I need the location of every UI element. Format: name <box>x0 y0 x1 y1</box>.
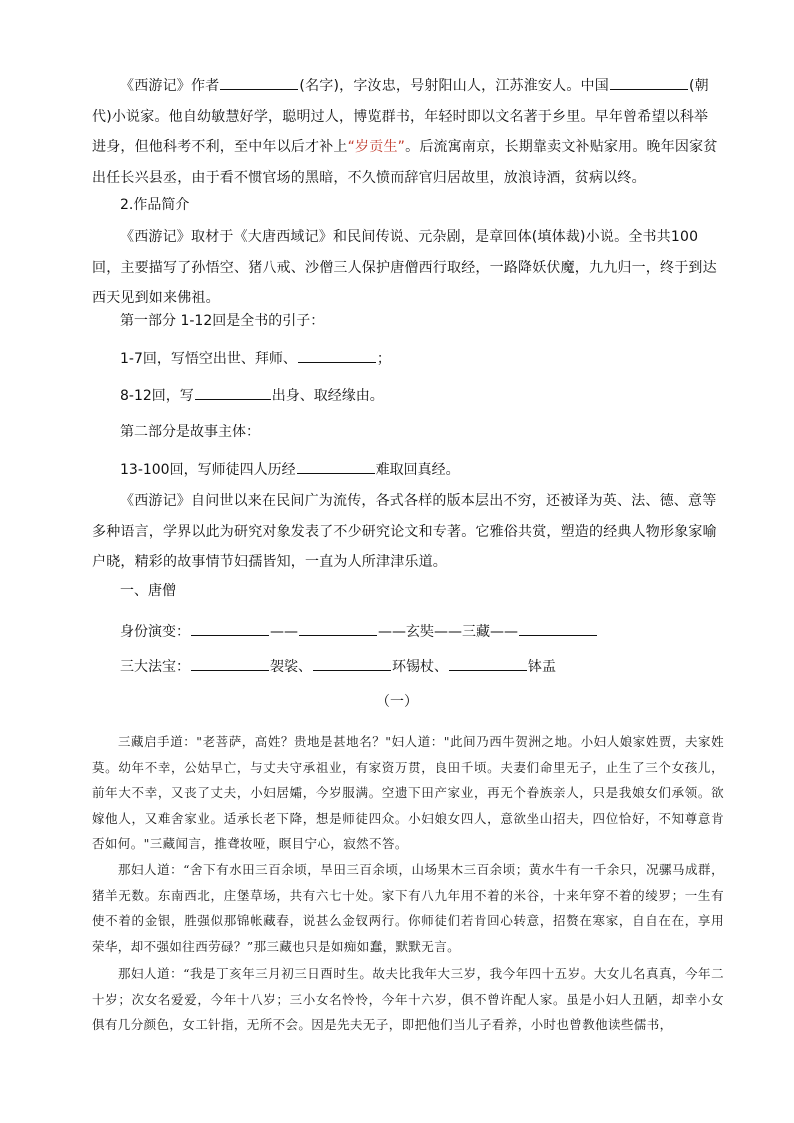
part1-a-blank[interactable] <box>298 348 376 363</box>
part2-title: 第二部分是故事主体： <box>120 424 260 440</box>
treasure-blank-1[interactable] <box>191 656 269 671</box>
author-name-blank[interactable] <box>220 75 298 90</box>
influence-paragraph: 《西游记》自问世以来在民间广为流传，各式各样的版本层出不穷，还被译为英、法、德、意等多种语言，学界以此为研究对象发表了不少研究论文和专著。它雅俗共赏，塑造的经典人物形象家喻户晓，精彩的故事情节妇孺皆知，一直为人所津津乐道。 <box>92 493 717 570</box>
section-tangseng-title: 一、唐僧 <box>120 583 176 599</box>
part2-chapters-13-100: 13-100回，写师徒四人历经 难取回真经。 <box>120 459 460 480</box>
identity-blank-1[interactable] <box>191 621 269 636</box>
summary-paragraph: 《西游记》取材于《大唐西域记》和民间传说、元杂剧，是章回体(填体裁)小说。全书共100回，主要描写了孙悟空、猪八戒、沙僧三人保护唐僧西行取经，一路降妖伏魔，九九归一，终于到达西天见到如来佛祖。 <box>92 229 717 306</box>
part2-a-blank[interactable] <box>297 459 375 474</box>
author-intro-paragraph: 《西游记》作者 (名字)，字汝忠，号射阳山人，江苏淮安人。中国 (朝代)小说家。他自幼敏慧好学，聪明过人，博览群书，年轻时即以文名著于乡里。早年曾希望以科举进身，但他科考不利，至中年以后才补上“岁贡生”。后流寓南京，长期靠卖文补贴家用。晚年因家贫出任长兴县丞，由于看不惯官场的黑暗，不久愤而辞官归居故里，放浪诗酒，贫病以终。 <box>92 71 722 193</box>
excerpt-paragraph-3: 那妇人道：“我是丁亥年三月初三日酉时生。故夫比我年大三岁，我今年四十五岁。大女儿名真真，今年二十岁；次女名爱爱，今年十八岁；三小女名怜怜，今年十六岁，俱不曾许配人家。虽是小妇人丑陋，却幸小女俱有几分颜色，女工针指，无所不会。因是先夫无子，即把他们当儿子看养，小时也曾教他读些儒书， <box>92 966 724 1033</box>
suigongsheng-quote: “岁贡生” <box>347 139 406 155</box>
excerpt-paragraph-2: 那妇人道：“舍下有水田三百余顷，旱田三百余顷，山场果木三百余顷；黄水牛有一千余只，况骡马成群，猪羊无数。东南西北，庄堡草场，共有六七十处。家下有八九年用不着的米谷，十来年穿不着的绫罗；一生有使不着的金银，胜强似那锦帐藏春，说甚么金钗两行。你师徒们若肯回心转意，招赘在寒家，自自在在，享用荣华，却不强如往西劳碌？”那三藏也只是如痴如蠢，默默无言。 <box>92 862 724 954</box>
three-treasures-line: 三大法宝： 袈裟、 环锡杖、 钵盂 <box>120 656 556 677</box>
part1-title: 第一部分 1-12回是全书的引子： <box>120 313 325 329</box>
treasure-blank-3[interactable] <box>449 656 527 671</box>
excerpt-paragraph-1: 三藏启手道："老菩萨，高姓？贵地是甚地名？"妇人道："此间乃西牛贺洲之地。小妇人娘家姓贾，夫家姓莫。幼年不幸，公姑早亡，与丈夫守承祖业，有家资万贯，良田千顷。夫妻们命里无子，止生了三个女孩儿，前年大不幸，又丧了丈夫，小妇居孀，今岁服满。空遗下田产家业，再无个眷族亲人，只是我娘女们承领。欲嫁他人，又难舍家业。适承长老下降，想是师徒四众。小妇娘女四人，意欲坐山招夫，四位恰好，不知尊意肯否如何。"三藏闻言，推聋妆哑，瞑目宁心，寂然不答。 <box>92 734 724 852</box>
part1-chapters-8-12: 8-12回，写 出身、取经缘由。 <box>120 385 384 406</box>
identity-evolution-line: 身份演变： —— ——玄奘——三藏—— <box>120 621 598 642</box>
identity-blank-2[interactable] <box>299 621 377 636</box>
dynasty-blank[interactable] <box>610 75 688 90</box>
identity-blank-3[interactable] <box>519 621 597 636</box>
excerpt-number-mark: （一） <box>376 694 418 710</box>
section-work-intro-title: 2.作品简介 <box>120 197 190 213</box>
part1-b-blank[interactable] <box>195 385 271 400</box>
treasure-blank-2[interactable] <box>313 656 391 671</box>
part1-chapters-1-7: 1-7回，写悟空出世、拜师、 ； <box>120 348 391 369</box>
